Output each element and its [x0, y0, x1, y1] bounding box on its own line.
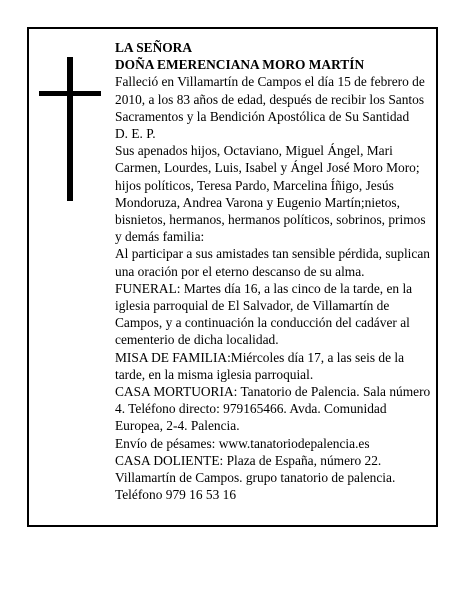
- cross-icon: [39, 57, 99, 201]
- notice-title: LA SEÑORA: [115, 40, 193, 55]
- prayer-request: Al participar a sus amistades tan sensible pérdida, suplican una oración por el eterno descanso de su alma.: [115, 246, 430, 279]
- deceased-name: DOÑA EMERENCIANA MORO MARTÍN: [115, 57, 365, 73]
- death-paragraph: Falleció en Villamartín de Campos el día 15 de febrero de 2010, a los 83 años de edad, después de recibir los Santos Sacramentos y la Bendición Apostólica de Su Santidad: [115, 74, 425, 124]
- obituary-notice: [27, 27, 438, 527]
- condolences-info: Envío de pésames: www.tanatoriodepalencia.es: [115, 435, 370, 451]
- cross-vertical-bar: [67, 57, 73, 201]
- obituary-text: [115, 39, 431, 503]
- family-mass-info: MISA DE FAMILIA:Miércoles día 17, a las seis de la tarde, en la misma iglesia parroquial.: [115, 349, 405, 382]
- family-paragraph: Sus apenados hijos, Octaviano, Miguel Ángel, Mari Carmen, Lourdes, Luis, Isabel y Ángel José Moro Moro; hijos políticos, Teresa Pardo, Marcelina Íñigo, Jesús Mondoruza, Andrea Varona y Eugenio Martín;nietos, bisnietos, hermanos, hermanos políticos, sobrinos, primos y demás familia:: [115, 143, 426, 245]
- cross-horizontal-bar: [39, 91, 101, 96]
- funeral-info: FUNERAL: Martes día 16, a las cinco de la tarde, en la iglesia parroquial de El Salvador, de Villamartín de Campos, y a continuación la conducción del cadáver al cementerio de dicha localidad.: [115, 280, 413, 348]
- mortuary-info: CASA MORTUORIA: Tanatorio de Palencia. Sala número 4. Teléfono directo: 979165466. Avda. Comunidad Europea, 2-4. Palencia.: [115, 384, 431, 434]
- mourning-home-info: CASA DOLIENTE: Plaza de España, número 22. Villamartín de Campos. grupo tanatorio de palencia. Teléfono 979 16 53 16: [115, 452, 396, 503]
- rest-in-peace: D. E. P.: [115, 126, 156, 142]
